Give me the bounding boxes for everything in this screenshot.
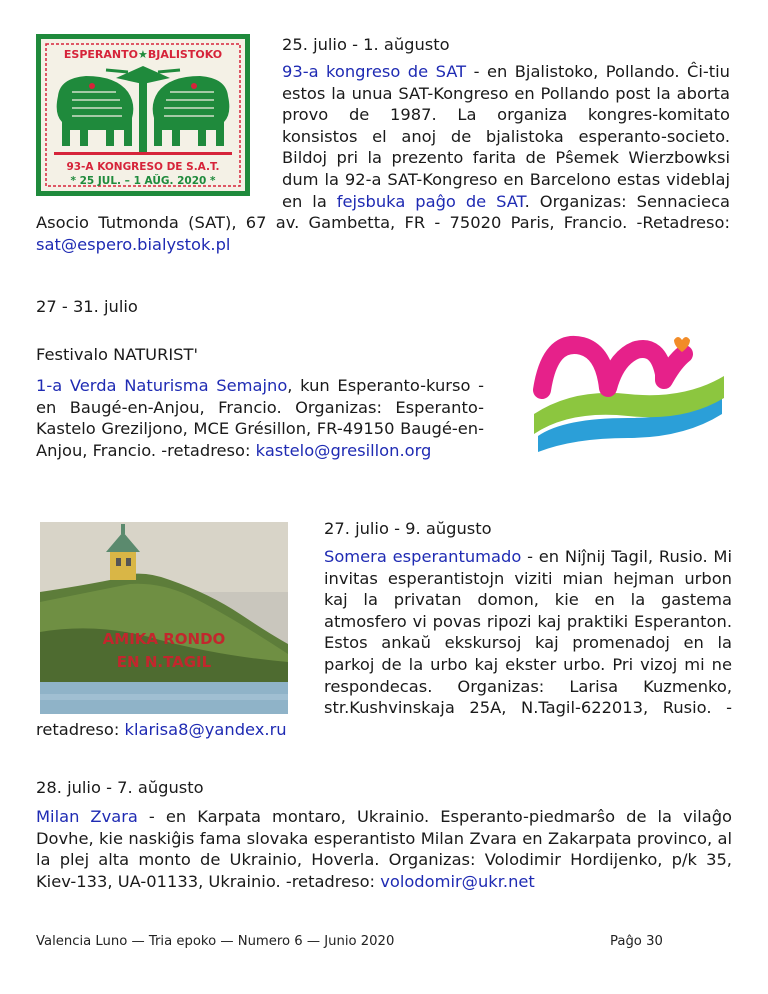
sat-congress-logo-image [36,34,250,196]
photo-caption-2: EN N.TAGIL [116,653,212,671]
tagil-photo-image [40,522,288,714]
event-4-email[interactable]: volodomir@ukr.net [380,871,535,891]
event-2-email[interactable]: kastelo@gresillon.org [255,440,432,460]
event-4-body [36,806,732,892]
sat-congress-logo [36,34,250,198]
event-1-email[interactable]: sat@espero.bialystok.pl [36,234,231,254]
event-1-link[interactable]: 93-a kongreso de SAT [282,62,467,81]
event-3-link[interactable]: Somera esperantumado [324,547,522,566]
event-2-date: 27 - 31. julio [36,297,138,316]
logo-line2: * 25 JUL. – 1 AŬG. 2020 * [70,175,216,187]
event-3-text1: - en Niĵnij Tagil, Rusio. Mi invitas esperantistojn viziti mian hejman urbon kaj la privatan domon, kie en la gastema atmosfero vi povas ripozi kaj praktiki Esperanton. Estos ankaŭ ekskursoj kaj promenadoj en la parkoj de la urbo kaj ekster urbo. Pri vizoj mi ne respondecas. Organizas: Larisa Kuzmenko, str.Kushvinskaja 25A, N.Tagil-622013, Rusio. - retadreso: [36,547,733,739]
tagil-photo [40,522,288,714]
event-1-date: 25. julio - 1. aŭgusto [282,35,450,54]
event-2-link[interactable]: 1-a Verda Naturisma Semajno [36,376,288,395]
event-4-link[interactable]: Milan Zvara [36,807,138,826]
photo-caption-1: AMIKA RONDO [102,630,226,648]
event-2-subtitle: Festivalo NATURIST' [36,345,198,364]
event-4-date: 28. julio - 7. aŭgusto [36,778,204,797]
event-1-link2[interactable]: fejsbuka paĝo de SAT [336,191,525,211]
event-4-text1: - en Karpata montaro, Ukrainio. Esperanto-piedmarŝo de la vilaĝo Dovhe, kie naskiĝis fama slovaka esperantisto Milan Zvara en Zakarpata provinco, al la plej alta monto de Ukrainio, Hoverla. Organizas: Volodimir Hordijenko, p/k 35, Kiev-133, UA-01133, Ukrainio. -retadreso: [36,807,732,891]
logo-line1: 93-A KONGRESO DE S.A.T. [66,161,220,173]
naturist-festival-logo [524,318,732,464]
event-3 [36,518,732,740]
event-2-text1: , kun Esperanto-kurso - en Baugé-en-Anjou, Francio. Organizas: Esperanto-Kastelo Greziljono, MCE Grésillon, FR-49150 Baugé-en-Anjou, Francio. -retadreso: [36,376,484,460]
event-2-body [36,375,484,461]
event-1-text2: . Organizas: Sennacieca Asocio Tutmonda (SAT), 67 av. Gambetta, FR - 75020 Paris, Francio. -Retadreso: [36,191,731,233]
event-3-date: 27. julio - 9. aŭgusto [324,519,492,538]
event-1 [36,34,730,255]
naturist-logo-image [524,318,732,464]
page-number: Paĝo 30 [610,934,663,949]
event-1-text1: - en Bjalistoko, Pollando. Ĉi-tiu estos la unua SAT-Kongreso en Pollando post la aborta provo de 1987. La organiza kongres-komitato konsistos el anoj de bjalistoka esperanto-societo. Bildoj pri la prezento farita de Pŝemek Wierzbowksi dum la 92-a SAT-Kongreso en Barcelono estas videblaj en la [282,62,730,211]
footer-left: Valencia Luno — Tria epoko — Numero 6 — Junio 2020 [36,934,395,949]
event-3-email[interactable]: klarisa8@yandex.ru [124,719,287,739]
logo-top-text: ESPERANTO★BJALISTOKO [63,48,223,61]
